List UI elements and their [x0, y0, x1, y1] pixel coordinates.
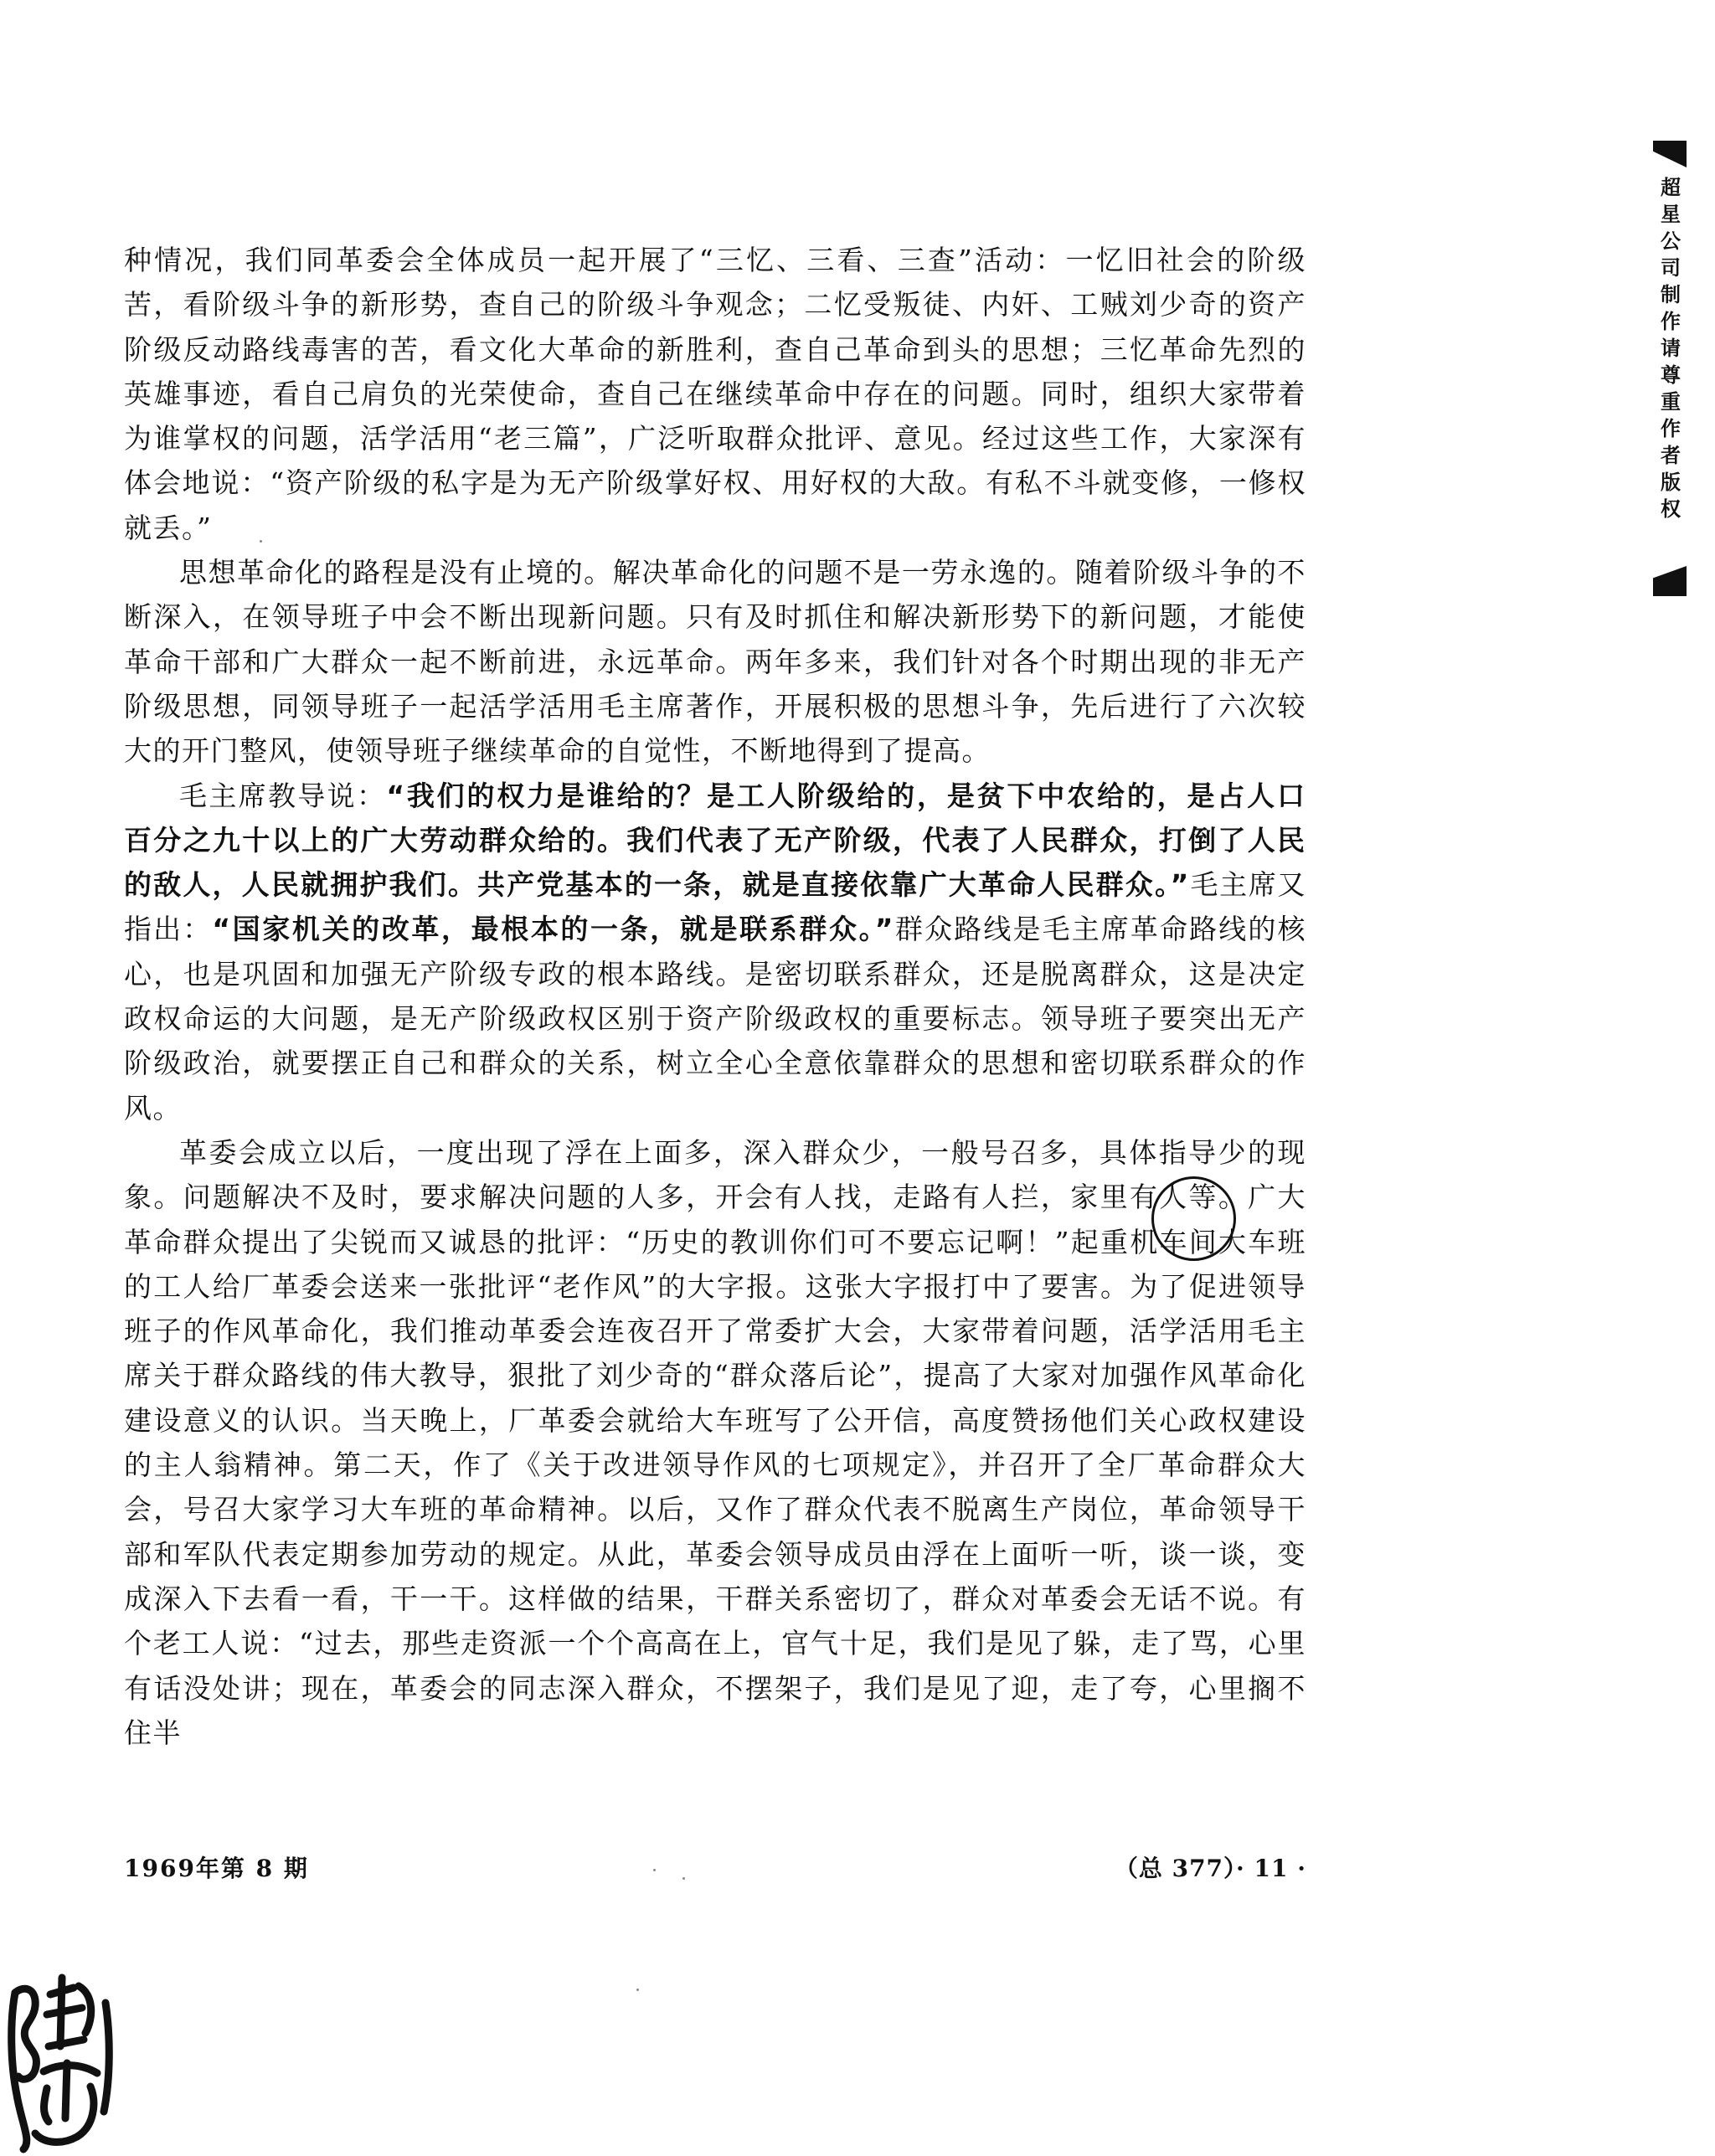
paragraph-1-text: 种情况，我们同革委会全体成员一起开展了“三忆、三看、三查”活动：一忆旧社会的阶级苦，看阶级斗争的新形势，查自己的阶级斗争观念；二忆受叛徒、内奸、工贼刘少奇的资产阶级反动路线毒害的苦，看文化大革命的新胜利，查自己革命到头的思想；三忆革命先烈的英雄事迹，看自己肩负的光荣使命，查自己在继续革命中存在的问题。同时，组织大家带着为谁掌权的问题，活学活用“老三篇”，广泛听取群众批评、意见。经过这些工作，大家深有体会地说：“资产阶级的私字是为无产阶级掌好权、用好权的大敌。有私不斗就变修，一修权就丢。” [124, 244, 1306, 544]
side-copyright-notice: 超星公司制作 请尊重作者版权 [1661, 176, 1681, 521]
paragraph-4 [124, 1130, 1306, 1755]
paragraph-3-transition: 毛主席又指出： [124, 868, 1306, 946]
side-notice-bottom-bar [1653, 566, 1687, 596]
paragraph-3-intro: 毛主席教导说： [179, 779, 387, 812]
side-notice-top-bar [1653, 141, 1687, 167]
article-body [124, 238, 1306, 1755]
scan-speck [682, 1877, 685, 1880]
scan-speck [636, 1989, 639, 1991]
page-number: （总 377）· 11 · [1114, 1855, 1306, 1882]
paragraph-4-text: 革委会成立以后，一度出现了浮在上面多，深入群众少，一般号召多，具体指导少的现象。问题解决不及时，要求解决问题的人多，开会有人找，走路有人拦，家里有人等。广大革命群众提出了尖锐而又诚恳的批评：“历史的教训你们可不要忘记啊！”起重机车间大车班的工人给厂革委会送来一张批评“老作风”的大字报。这张大字报打中了要害。为了促进领导班子的作风革命化，我们推动革委会连夜召开了常委扩大会，大家带着问题，活学活用毛主席关于群众路线的伟大教导，狠批了刘少奇的“群众落后论”，提高了大家对加强作风革命化建设意义的认识。当天晚上，厂革委会就给大车班写了公开信，高度赞扬他们关心政权建设的主人翁精神。第二天，作了《关于改进领导作风的七项规定》，并召开了全厂革命群众大会，号召大家学习大车班的革命精神。以后，又作了群众代表不脱离生产岗位，革命领导干部和军队代表定期参加劳动的规定。从此，革委会领导成员由浮在上面听一听，谈一谈，变成深入下去看一看，干一干。这样做的结果，干群关系密切了，群众对革委会无话不说。有个老工人说：“过去，那些走资派一个个高高在上，官气十足，我们是见了躲，走了骂，心里有话没处讲；现在，革委会的同志深入群众，不摆架子，我们是见了迎，走了夸，心里搁不住半 [124, 1135, 1306, 1749]
paragraph-3-body: 群众路线是毛主席革命路线的核心，也是巩固和加强无产阶级专政的根本路线。是密切联系群众，还是脱离群众，这是决定政权命运的大问题，是无产阶级政权区别于资产阶级政权的重要标志。领导班子要突出无产阶级政治，就要摆正自己和群众的关系，树立全心全意依靠群众的思想和密切联系群众的作风。 [124, 913, 1307, 1124]
paragraph-3 [124, 774, 1306, 1130]
page-footer [124, 1850, 1306, 1892]
paragraph-1 [124, 238, 1306, 550]
scan-speck [260, 540, 262, 543]
mao-quote-1: “我们的权力是谁给的？是工人阶级给的，是贫下中农给的，是占人口百分之九十以上的广大劳动群众给的。我们代表了无产阶级，代表了人民群众，打倒了人民的敌人，人民就拥护我们。共产党基本的一条，就是直接依靠广大革命人民群众。” [124, 779, 1306, 902]
scan-speck [653, 1869, 656, 1871]
mao-quote-2: “国家机关的改革，最根本的一条，就是联系群众。” [212, 913, 895, 946]
collector-seal-stamp [7, 1969, 114, 2153]
issue-label: 1969年第 8 期 [124, 1855, 309, 1882]
paragraph-2-text: 思想革命化的路程是没有止境的。解决革命化的问题不是一劳永逸的。随着阶级斗争的不断深入，在领导班子中会不断出现新问题。只有及时抓住和解决新形势下的新问题，才能使革命干部和广大群众一起不断前进，永远革命。两年多来，我们针对各个时期出现的非无产阶级思想，同领导班子一起活学活用毛主席著作，开展积极的思想斗争，先后进行了六次较大的开门整风，使领导班子继续革命的自觉性，不断地得到了提高。 [124, 556, 1306, 768]
paragraph-2 [124, 550, 1306, 773]
